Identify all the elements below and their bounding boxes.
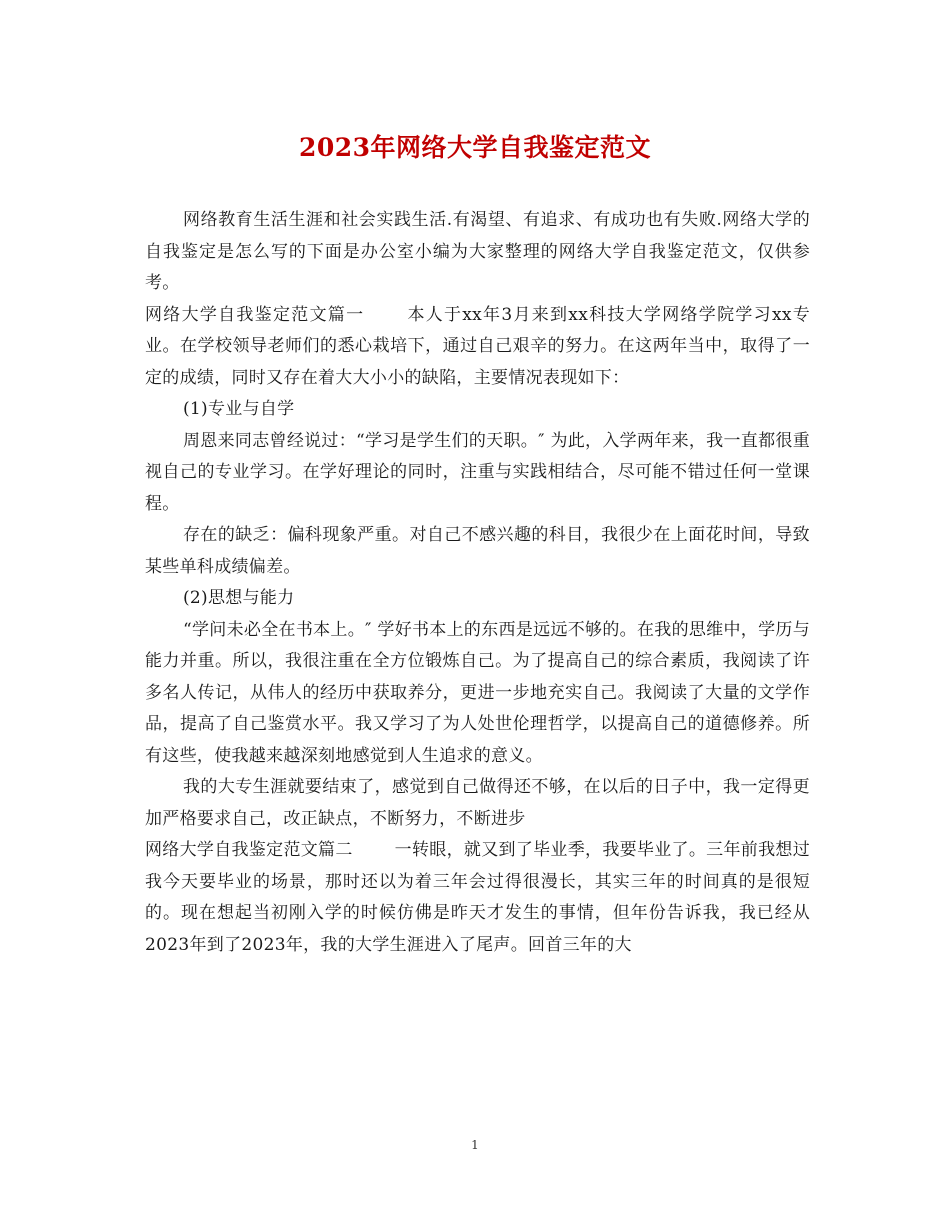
subheading-thought-ability: (2)思想与能力 [183,588,295,608]
section-one-heading: 网络大学自我鉴定范文篇一 [145,304,365,325]
shortcoming-paragraph: 存在的缺乏：偏科现象严重。对自己不感兴趣的科目，我很少在上面花时间，导致某些单科成绩偏差。 [145,525,810,577]
intro-paragraph: 网络教育生活生涯和社会实践生活.有渴望、有追求、有成功也有失败.网络大学的自我鉴定是怎么写的下面是办公室小编为大家整理的网络大学自我鉴定范文，仅供参考。 [145,210,810,293]
section-two-paragraph [145,835,810,961]
closing-paragraph: 我的大专生涯就要结束了，感觉到自己做得还不够，在以后的日子中，我一定得更加严格要求自己，改正缺点，不断努力，不断进步 [145,777,810,829]
section-two-text: 一转眼，就又到了毕业季，我要毕业了。三年前我想过我今天要毕业的场景，那时还以为着三年会过得很漫长，其实三年的时间真的是很短的。现在想起当初刚入学的时候仿佛是昨天才发生的事情，但年份告诉我，我已经从2023年到了2023年，我的大学生涯进入了尾声。回首三年的大 [145,840,810,955]
section-one-paragraph [145,300,810,395]
study-paragraph: 周恩来同志曾经说过：“学习是学生们的天职。″ 为此，入学两年来，我一直都很重视自己的专业学习。在学好理论的同时，注重与实践相结合，尽可能不错过任何一堂课程。 [145,430,810,514]
section-two-heading: 网络大学自我鉴定范文篇二 [145,840,353,860]
document-title: 2023年网络大学自我鉴定范文 [298,133,652,162]
document-body [145,205,810,961]
subheading-major-study: (1)专业与自学 [183,399,295,419]
page-number: 1 [471,1138,479,1152]
thought-paragraph: “学问未必全在书本上。″ 学好书本上的东西是远远不够的。在我的思维中，学历与能力并重。所以，我很注重在全方位锻炼自己。为了提高自己的综合素质，我阅读了许多名人传记，从伟人的经历中获取养分，更进一步地充实自己。我阅读了大量的文学作品，提高了自己鉴赏水平。我又学习了为人处世伦理哲学，以提高自己的道德修养。所有这些，使我越来越深刻地感觉到人生追求的意义。 [145,619,810,766]
section-one-text: 本人于xx年3月来到xx科技大学网络学院学习xx专业。在学校领导老师们的悉心栽培下，通过自己艰辛的努力。在这两年当中，取得了一定的成绩，同时又存在着大大小小的缺陷，主要情况表现如下： [145,304,810,388]
